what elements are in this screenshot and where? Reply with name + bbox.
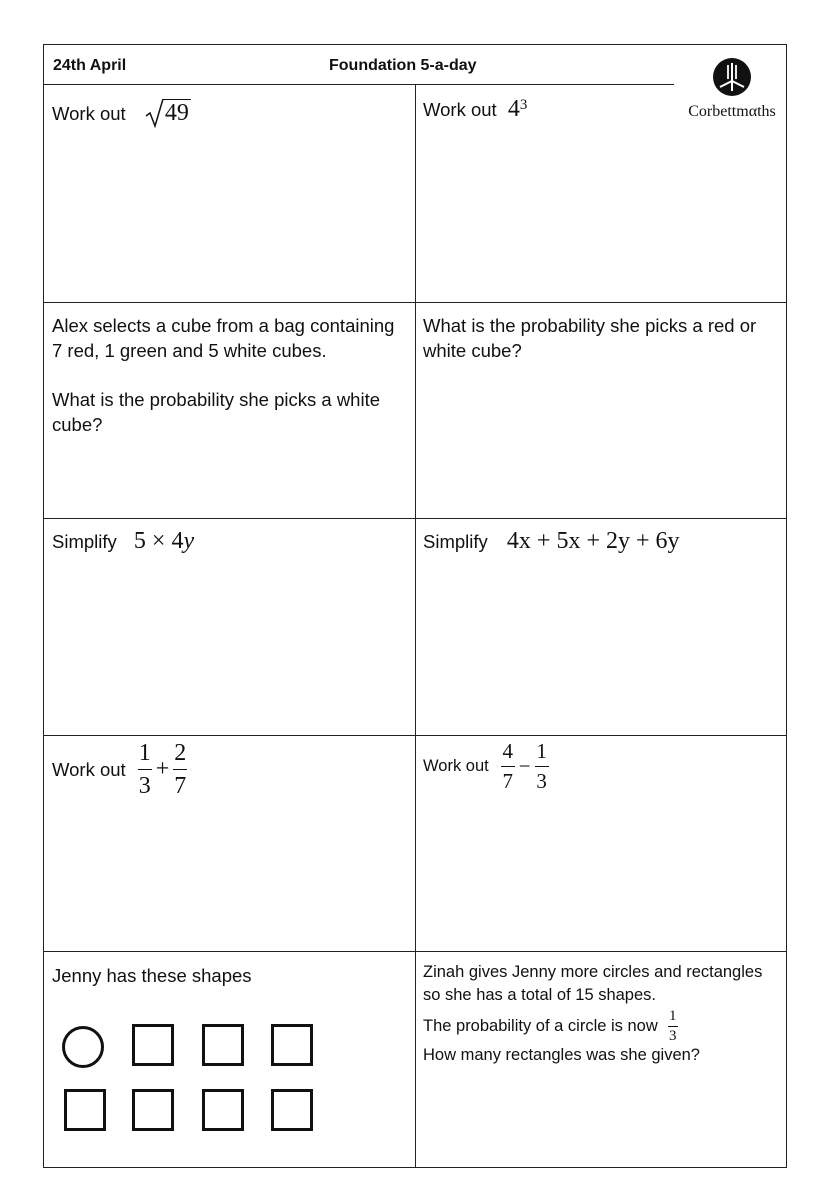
fraction-denominator: 7 <box>502 769 513 793</box>
fraction-numerator: 1 <box>536 739 547 763</box>
question-9 <box>52 963 252 988</box>
row-divider <box>44 302 786 303</box>
square-shape <box>202 1089 244 1131</box>
fraction <box>535 741 549 792</box>
expression-variable: y <box>183 528 195 554</box>
fraction-bar <box>173 769 187 770</box>
fraction <box>668 1009 678 1044</box>
simplify-expression: 4x + 5x + 2y + 6y <box>506 528 680 554</box>
question-6 <box>423 529 680 554</box>
fraction-denominator: 3 <box>669 1028 677 1044</box>
question-5 <box>52 529 194 554</box>
header <box>44 45 786 85</box>
column-divider <box>415 84 416 1168</box>
square-root-expression <box>145 99 191 126</box>
fraction-numerator: 4 <box>502 739 513 763</box>
fraction-numerator: 2 <box>174 740 187 766</box>
question-7 <box>52 741 191 798</box>
question-10-probability-line <box>423 1009 773 1044</box>
question-2 <box>423 97 527 122</box>
question-4 <box>423 313 778 363</box>
row-divider <box>44 518 786 519</box>
fraction-numerator: 1 <box>669 1008 677 1024</box>
simplify-expression <box>134 528 194 554</box>
radicand: 49 <box>164 100 189 126</box>
corbettmaths-logo <box>676 55 788 120</box>
square-shape <box>202 1024 244 1066</box>
corbettmaths-logo-icon <box>712 57 752 97</box>
question-10-prompt: How many rectangles was she given? <box>423 1046 700 1064</box>
question-9-prompt: Jenny has these shapes <box>52 965 252 986</box>
expression-term: 5 <box>133 528 146 554</box>
question-10-probability-text: The probability of a circle is now <box>423 1017 658 1035</box>
question-3 <box>52 313 407 437</box>
question-10-context: Zinah gives Jenny more circles and rectangles so she has a total of 15 shapes. <box>423 963 763 1004</box>
fraction <box>501 741 515 792</box>
fraction-denominator: 7 <box>174 773 187 799</box>
worksheet-title: Foundation 5-a-day <box>329 57 477 74</box>
square-shape <box>132 1024 174 1066</box>
question-3-context: Alex selects a cube from a bag containing 7 red, 1 green and 5 white cubes. <box>52 315 395 361</box>
fraction <box>173 741 187 798</box>
fraction-bar <box>138 769 152 770</box>
power-expression <box>508 96 528 122</box>
row-divider <box>44 951 786 952</box>
fraction-denominator: 3 <box>536 769 547 793</box>
fraction-denominator: 3 <box>138 773 151 799</box>
fraction-numerator: 1 <box>138 740 151 766</box>
question-3-prompt: What is the probability she picks a white cube? <box>52 389 381 435</box>
question-1-label: Work out <box>52 103 126 124</box>
square-shape <box>271 1024 313 1066</box>
radical-sign-icon <box>145 98 165 128</box>
question-10 <box>423 961 773 1067</box>
fraction-bar <box>668 1026 678 1027</box>
question-4-prompt: What is the probability she picks a red or white cube? <box>423 315 757 361</box>
operator: − <box>518 754 531 778</box>
question-8 <box>423 741 553 792</box>
expression-term: 4 <box>171 528 184 554</box>
power-base: 4 <box>507 96 520 122</box>
square-shape <box>132 1089 174 1131</box>
date-label: 24th April <box>53 57 127 74</box>
row-divider <box>44 735 786 736</box>
worksheet <box>43 44 787 1168</box>
circle-shape <box>62 1026 104 1068</box>
question-6-label: Simplify <box>423 531 488 552</box>
square-shape <box>64 1089 106 1131</box>
logo-text: Corbettmαths <box>688 103 776 120</box>
fraction-bar <box>501 766 515 767</box>
expression-operator: × <box>151 528 166 554</box>
question-8-label: Work out <box>423 757 489 775</box>
header-divider <box>44 84 674 85</box>
fraction <box>138 741 152 798</box>
operator: + <box>155 756 170 782</box>
fraction-bar <box>535 766 549 767</box>
power-exponent: 3 <box>519 97 528 113</box>
question-2-label: Work out <box>423 99 497 120</box>
question-7-label: Work out <box>52 759 126 780</box>
square-shape <box>271 1089 313 1131</box>
question-5-label: Simplify <box>52 531 117 552</box>
question-1 <box>52 99 191 126</box>
